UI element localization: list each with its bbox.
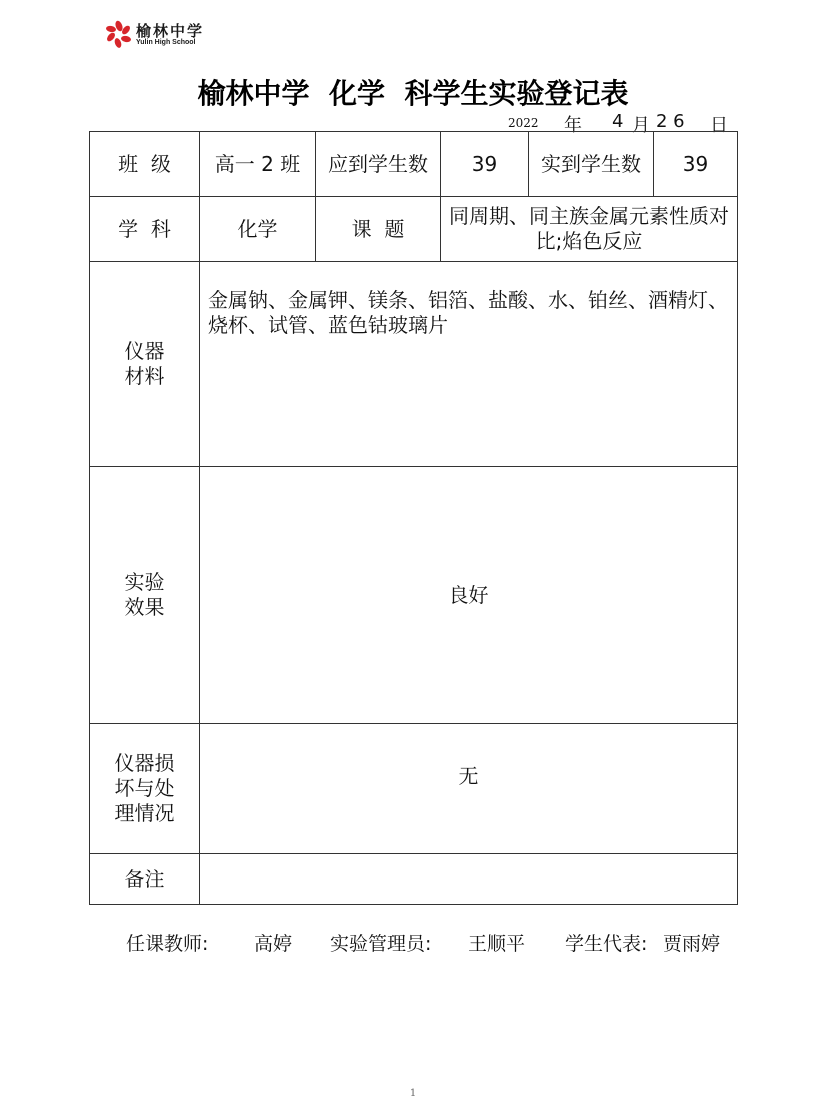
lab-admin-label: 实验管理员: <box>330 933 432 955</box>
table-row <box>90 854 738 905</box>
date-month-unit: 月 <box>632 115 650 136</box>
student-rep-name: 贾雨婷 <box>663 933 721 955</box>
signatures-row <box>0 929 826 953</box>
expected-students-value: 39 <box>441 132 529 197</box>
student-rep-label: 学生代表: <box>565 933 648 955</box>
school-logo <box>106 20 236 52</box>
topic-label: 课 题 <box>316 197 441 262</box>
logo-english-name: Yulin High School <box>136 39 196 46</box>
table-row <box>90 262 738 467</box>
effect-label-text: 实验效果 <box>124 570 165 619</box>
materials-label <box>90 262 200 467</box>
expected-students-label: 应到学生数 <box>316 132 441 197</box>
lab-admin-name: 王顺平 <box>468 933 526 955</box>
table-row <box>90 197 738 262</box>
topic-value: 同周期、同主族金属元素性质对比;焰色反应 <box>441 197 738 262</box>
logo-chinese-name: 榆林中学 <box>136 22 205 40</box>
date-month: 4 <box>612 111 624 132</box>
date-row <box>0 111 826 136</box>
page-title: 榆林中学 化学 科学生实验登记表 <box>197 77 629 110</box>
page-number: 1 <box>409 1088 417 1099</box>
table-row <box>90 132 738 197</box>
class-value: 高一 2 班 <box>200 132 316 197</box>
effect-label <box>90 467 200 724</box>
date-year-unit: 年 <box>564 115 582 136</box>
registration-form <box>89 131 738 905</box>
table-row <box>90 724 738 854</box>
actual-students-value: 39 <box>654 132 738 197</box>
remarks-label: 备注 <box>90 854 200 905</box>
date-day-unit: 日 <box>710 115 728 136</box>
subject-label: 学 科 <box>90 197 200 262</box>
date-year: 2022 <box>508 116 539 130</box>
damage-value: 无 <box>200 724 738 854</box>
damage-label <box>90 724 200 854</box>
subject-value: 化学 <box>200 197 316 262</box>
teacher-label: 任课教师: <box>126 933 209 955</box>
class-label: 班 级 <box>90 132 200 197</box>
damage-label-text: 仪器损坏与处理情况 <box>114 751 175 825</box>
actual-students-label: 实到学生数 <box>529 132 654 197</box>
effect-value: 良好 <box>200 467 738 724</box>
table-row <box>90 467 738 724</box>
school-emblem-icon <box>106 20 132 48</box>
remarks-value <box>200 854 738 905</box>
date-day: 2 6 <box>656 111 685 132</box>
materials-label-text: 仪器材料 <box>124 339 165 388</box>
teacher-name: 高婷 <box>254 933 293 955</box>
materials-value: 金属钠、金属钾、镁条、铝箔、盐酸、水、铂丝、酒精灯、烧杯、试管、蓝色钴玻璃片 <box>200 262 738 467</box>
